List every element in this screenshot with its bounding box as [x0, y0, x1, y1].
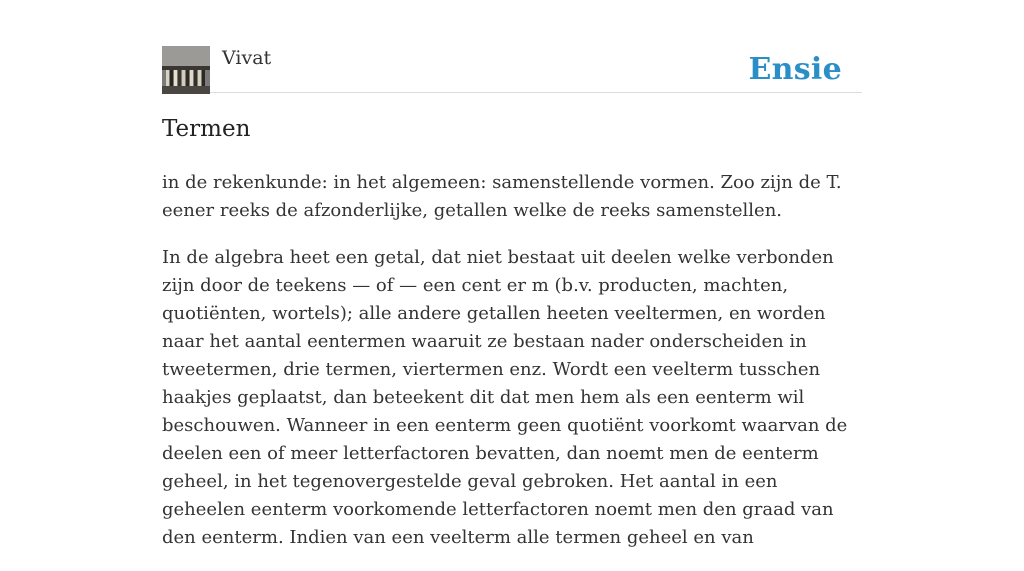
author-avatar[interactable]	[162, 46, 210, 94]
article-body	[162, 169, 862, 571]
article-title: Termen	[162, 116, 251, 142]
article-paragraph: In de algebra heet een getal, dat niet bestaat uit deelen welke verbonden zijn door de teekens — of — een cent er m (b.v. producten, machten, quotiënten, wortels); alle andere getallen heeten veeltermen, en worden naar het aantal eentermen waaruit ze bestaan nader onderscheiden in tweetermen, drie termen, viertermen enz. Wordt een veelterm tusschen haakjes geplaatst, dan beteekent dit dat men hem als een eenterm wil beschouwen. Wanneer in een eenterm geen quotiënt voorkomt waarvan de deelen een of meer letterfactoren bevatten, dan noemt men de eenterm geheel, in het tegenovergestelde geval gebroken. Het aantal in een geheelen eenterm voorkomende letterfactoren noemt men den graad van den eenterm. Indien van een veelterm alle termen geheel en van	[162, 247, 848, 548]
article-paragraph: in de rekenkunde: in het algemeen: samenstellende vormen. Zoo zijn de T. eener reeks de afzonderlijke, getallen welke de reeks samenstellen.	[162, 172, 842, 221]
site-header	[162, 46, 862, 93]
brand-logo[interactable]: Ensie	[748, 52, 842, 87]
author-name[interactable]: Vivat	[222, 47, 272, 69]
bookshelf-avatar-icon	[162, 46, 210, 94]
